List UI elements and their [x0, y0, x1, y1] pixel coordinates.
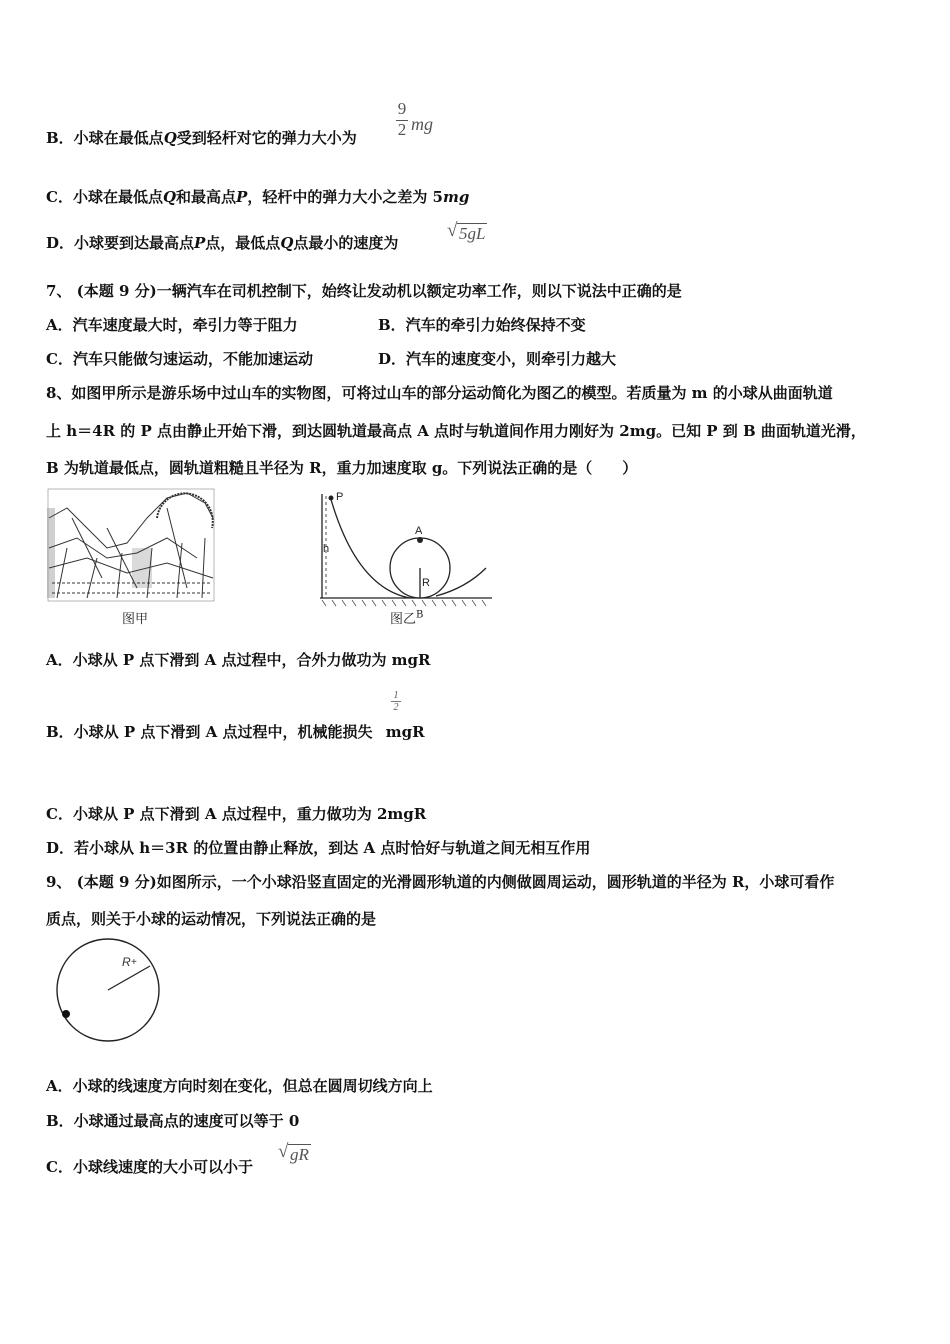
label-a: A	[415, 525, 423, 537]
q7-option-a: A．汽车速度最大时，牵引力等于阻力	[46, 316, 298, 334]
q9-option-a: A．小球的线速度方向时刻在变化，但总在圆周切线方向上	[46, 1077, 433, 1095]
q9-stem-2: 质点，则关于小球的运动情况，下列说法正确的是	[46, 910, 377, 928]
label-r: R	[422, 577, 430, 589]
q8-option-b: B．小球从 P 点下滑到 A 点过程中，机械能损失 mgR	[46, 723, 425, 741]
q9-stem-1: 9、 (本题 9 分)如图所示，一个小球沿竖直固定的光滑圆形轨道的内侧做圆周运动，圆形轨道的半径为 R，小球可看作	[46, 873, 835, 891]
q7-option-c: C．汽车只能做匀速运动，不能加速运动	[46, 350, 313, 368]
q9-option-b: B．小球通过最高点的速度可以等于 0	[46, 1112, 300, 1130]
q8-option-d: D．若小球从 h＝3R 的位置由静止释放，到达 A 点时恰好与轨道之间无相互作用	[46, 839, 591, 857]
q6-option-d: D．小球要到达最高点P点，最低点Q点最小的速度为	[46, 234, 399, 252]
figure-jia-caption: 图甲	[122, 612, 149, 627]
q7-stem: 7、 (本题 9 分)一辆汽车在司机控制下，始终让发动机以额定功率工作，则以下说法中正确的是	[46, 282, 682, 300]
q7-option-b: B．汽车的牵引力始终保持不变	[378, 316, 586, 334]
q8-option-a: A．小球从 P 点下滑到 A 点过程中，合外力做功为 mgR	[46, 651, 431, 669]
roller-coaster-photo	[47, 488, 215, 606]
label-p: P	[336, 491, 344, 503]
figure-yi-caption: 图乙$^B$	[390, 609, 424, 627]
q6-d-sqrt: √ 5gL	[447, 220, 486, 243]
q6-b-fraction: $\frac{9}{2}$	[397, 99, 407, 139]
svg-text:+: +	[131, 957, 137, 968]
q8-stem-2: 上 h＝4R 的 P 点由静止开始下滑，到达圆轨道最高点 A 点时与轨道间作用力刚好为 2mg。已知 P 到 B 曲面轨道光滑，	[46, 422, 866, 440]
ball-at-p	[329, 496, 334, 501]
q8-b-fraction: $\frac{1}{2}$	[391, 690, 401, 713]
label-h: h	[323, 543, 330, 555]
radius-label: R	[122, 955, 131, 969]
q9-c-sqrt: √ gR	[278, 1141, 309, 1164]
q8-stem-3: B 为轨道最低点，圆轨道粗糙且半径为 R，重力加速度取 g。下列说法正确的是（ ）	[46, 459, 638, 477]
ball-at-a	[417, 537, 423, 543]
q8-option-c: C．小球从 P 点下滑到 A 点过程中，重力做功为 2mgR	[46, 805, 427, 823]
loop-track-diagram	[316, 488, 496, 608]
q7-option-d: D．汽车的速度变小，则牵引力越大	[378, 350, 617, 368]
ball	[62, 1010, 70, 1018]
q9-option-c: C．小球线速度的大小可以小于	[46, 1158, 253, 1176]
q6-option-b: B．小球在最低点Q受到轻杆对它的弹力大小为	[46, 129, 357, 147]
circular-track-diagram	[52, 936, 164, 1046]
q6-option-c: C．小球在最低点Q和最高点P，轻杆中的弹力大小之差为 5mg	[46, 188, 470, 206]
q6-b-mg: mg	[411, 114, 433, 134]
q8-stem-1: 8、如图甲所示是游乐场中过山车的实物图，可将过山车的部分运动简化为图乙的模型。若质量为 m 的小球从曲面轨道	[46, 384, 833, 402]
